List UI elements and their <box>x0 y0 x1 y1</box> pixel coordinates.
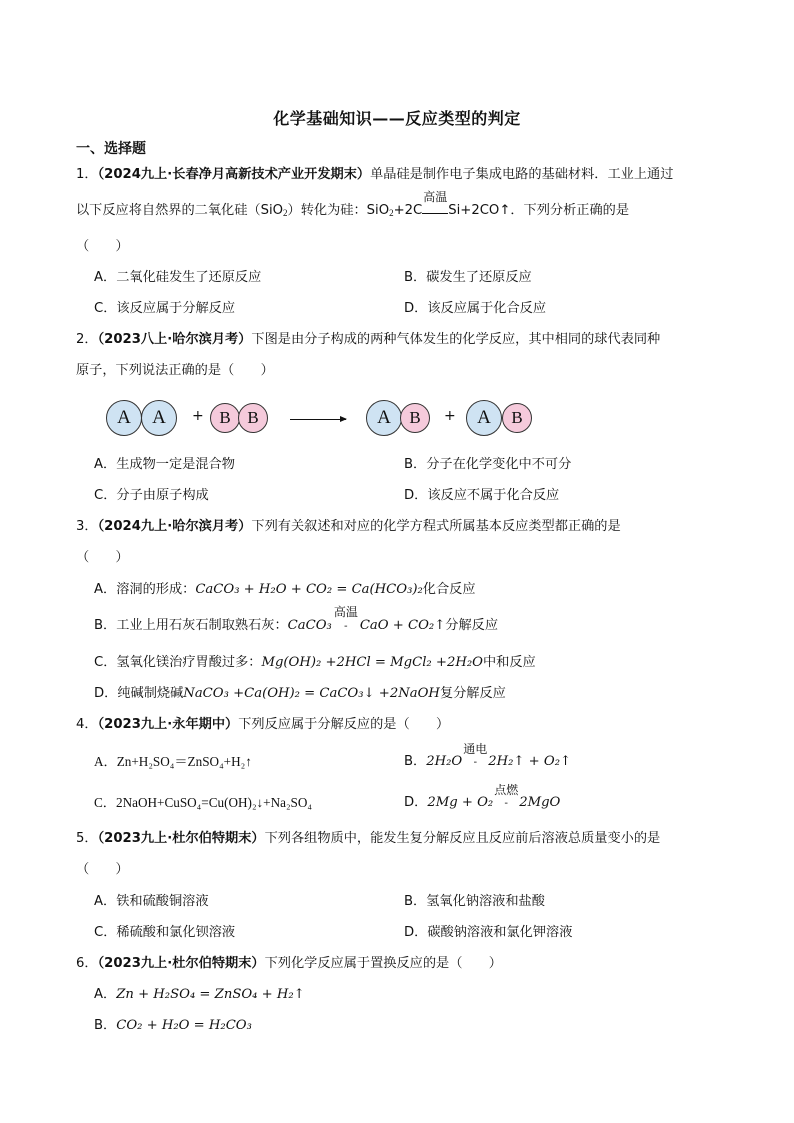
atom-a: A <box>106 400 142 436</box>
q4-a-equation: A．Zn+H₂SO₄＝ZnSO₄+H₂↑ <box>94 754 252 769</box>
q3-number: 3． <box>76 519 98 534</box>
q5-stem-line1 <box>76 829 660 849</box>
q3-paren: （ ） <box>76 550 129 565</box>
atom-b: B <box>502 403 532 433</box>
q5-source: （2023九上·杜尔伯特期末） <box>97 831 265 846</box>
q4-option-c[interactable] <box>94 793 312 814</box>
q2-molecule-diagram <box>104 396 544 446</box>
q1-source: （2024九上·长春净月高新技术产业开发期末） <box>97 167 371 182</box>
q4-b-condition: 通电 - <box>463 742 488 768</box>
q6-source: （2023九上·杜尔伯特期末） <box>97 956 265 971</box>
q4-d-condition: 点燃 - <box>494 783 519 809</box>
q4-option-a[interactable] <box>94 752 252 773</box>
q5-paren: （ ） <box>76 862 129 877</box>
q1-stem-line2: 以下反应将自然界的二氧化硅（SiO$_2$）转化为硅：SiO$_2$+2C 高温 Si+2CO↑．下列分析正确的是 <box>76 201 629 221</box>
q5-option-b[interactable]: B．氢氧化钠溶液和盐酸 <box>404 894 545 909</box>
q3-b-condition: 高温 - <box>333 605 358 632</box>
q1-stem-text2a: 以下反应将自然界的二氧化硅（SiO <box>76 203 284 218</box>
q3-a-equation: CaCO₃ + H₂O + CO₂ = Ca(HCO₃)₂ <box>195 582 423 597</box>
q3-option-b[interactable]: B．工业上用石灰石制取熟石灰：CaCO₃ 高温 - CaO + CO₂↑分解反应 <box>94 616 498 637</box>
q1-stem-text2b: ）转化为硅：SiO <box>287 203 390 218</box>
atom-a: A <box>466 400 502 436</box>
q3-option-a[interactable]: A．溶洞的形成：CaCO₃ + H₂O + CO₂ = Ca(HCO₃)₂化合反应 <box>94 582 476 597</box>
q2-option-b[interactable]: B．分子在化学变化中不可分 <box>404 457 572 472</box>
q6-a-equation: Zn + H₂SO₄ = ZnSO₄ + H₂↑ <box>116 987 305 1002</box>
plus-sign: + <box>192 408 204 424</box>
q5-stem-text1: 下列各组物质中，能发生复分解反应且反应前后溶液总质量变小的是 <box>264 831 661 846</box>
q2-stem-line1 <box>76 330 660 350</box>
plus-sign: + <box>444 408 456 424</box>
q2-source: （2023八上·哈尔滨月考） <box>97 332 252 347</box>
q6-option-a[interactable]: A．Zn + H₂SO₄ = ZnSO₄ + H₂↑ <box>94 987 305 1002</box>
q4-option-d[interactable]: D．2Mg + O₂ 点燃 - 2MgO <box>404 793 560 814</box>
q3-c-equation: Mg(OH)₂ +2HCl = MgCl₂ +2H₂O <box>261 655 483 670</box>
q4-source: （2023九上·永年期中） <box>97 717 239 732</box>
q6-number: 6． <box>76 956 98 971</box>
reaction-arrow <box>290 419 346 420</box>
q5-option-c[interactable]: C．稀硫酸和氯化钡溶液 <box>94 925 236 940</box>
q1-option-d[interactable]: D．该反应属于化合反应 <box>404 301 547 316</box>
q1-stem-text1: 单晶硅是制作电子集成电路的基础材料．工业上通过 <box>370 167 674 182</box>
q2-option-a[interactable]: A．生成物一定是混合物 <box>94 457 235 472</box>
q3-source: （2024九上·哈尔滨月考） <box>97 519 252 534</box>
q3-option-d[interactable]: D．纯碱制烧碱NaCO₃ +Ca(OH)₂ = CaCO₃↓ +2NaOH复分解反应 <box>94 686 506 701</box>
atom-a: A <box>141 400 177 436</box>
atom-b: B <box>210 403 240 433</box>
atom-b: B <box>238 403 268 433</box>
q6-stem-text1: 下列化学反应属于置换反应的是（ ） <box>264 956 502 971</box>
q5-number: 5． <box>76 831 98 846</box>
q4-stem-text1: 下列反应属于分解反应的是（ ） <box>238 717 450 732</box>
q2-stem-text1: 下图是由分子构成的两种气体发生的化学反应，其中相同的球代表同种 <box>251 332 661 347</box>
q1-stem-text2c: +2C <box>393 203 423 218</box>
q4-number: 4． <box>76 717 98 732</box>
q1-stem-text2d: Si+2CO↑．下列分析正确的是 <box>448 203 630 218</box>
q6-b-equation: CO₂ + H₂O = H₂CO₃ <box>116 1018 252 1033</box>
q1-stem-line1 <box>76 165 673 185</box>
section-heading: 一、选择题 <box>76 141 146 157</box>
q1-paren: （ ） <box>76 239 129 254</box>
q5-option-d[interactable]: D．碳酸钠溶液和氯化钾溶液 <box>404 925 573 940</box>
q3-stem-line1 <box>76 517 621 537</box>
q6-stem-line1 <box>76 954 502 974</box>
q3-d-equation: NaCO₃ +Ca(OH)₂ = CaCO₃↓ +2NaOH <box>183 686 440 701</box>
q4-stem-line1 <box>76 715 449 735</box>
q1-reaction-condition: 高温 <box>422 201 448 221</box>
q3-option-c[interactable]: C．氢氧化镁治疗胃酸过多：Mg(OH)₂ +2HCl = MgCl₂ +2H₂O中和反应 <box>94 655 536 670</box>
q4-c-equation: C．2NaOH+CuSO₄=Cu(OH)₂↓+Na₂SO₄ <box>94 795 312 810</box>
q2-option-d[interactable]: D．该反应不属于化合反应 <box>404 488 560 503</box>
page-title: 化学基础知识——反应类型的判定 <box>273 109 521 128</box>
q4-option-b[interactable]: B．2H₂O 通电 - 2H₂↑ + O₂↑ <box>404 752 571 773</box>
q6-option-b[interactable]: B．CO₂ + H₂O = H₂CO₃ <box>94 1018 252 1033</box>
q2-option-c[interactable]: C．分子由原子构成 <box>94 488 209 503</box>
q3-stem-text1: 下列有关叙述和对应的化学方程式所属基本反应类型都正确的是 <box>251 519 621 534</box>
q1-number: 1． <box>76 167 98 182</box>
q1-option-b[interactable]: B．碳发生了还原反应 <box>404 270 532 285</box>
q1-option-c[interactable]: C．该反应属于分解反应 <box>94 301 236 316</box>
atom-a: A <box>366 400 402 436</box>
q1-option-a[interactable]: A．二氧化硅发生了还原反应 <box>94 270 262 285</box>
q2-stem-line2: 原子，下列说法正确的是（ ） <box>76 363 274 378</box>
q2-number: 2． <box>76 332 98 347</box>
q5-option-a[interactable]: A．铁和硫酸铜溶液 <box>94 894 209 909</box>
atom-b: B <box>400 403 430 433</box>
